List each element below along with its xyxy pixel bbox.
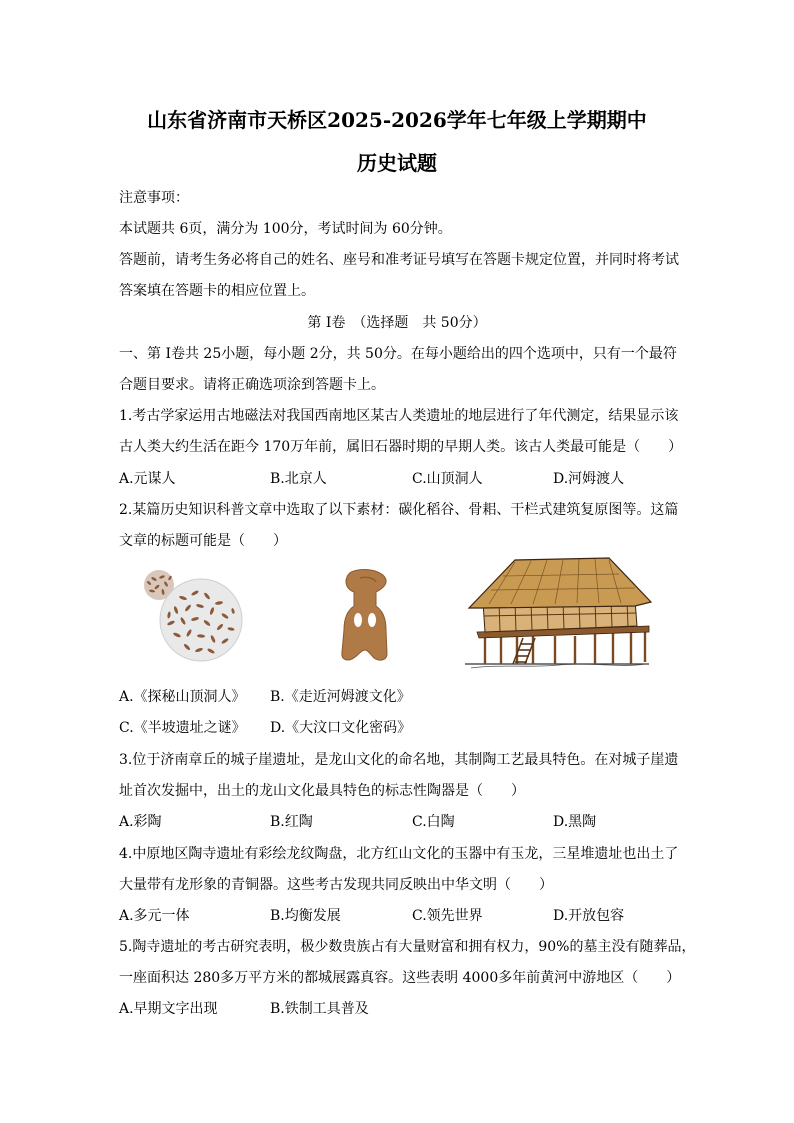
option-c[interactable]: C.《半坡遗址之谜》 xyxy=(119,720,246,736)
section-title: 第 I卷 （选择题 共 50分） xyxy=(307,315,487,331)
option-a[interactable]: A.早期文字出现 xyxy=(119,1001,218,1017)
option-d[interactable]: D.《大汶口文化密码》 xyxy=(270,720,412,736)
option-a[interactable]: A.彩陶 xyxy=(119,814,162,830)
option-c[interactable]: C.领先世界 xyxy=(412,908,483,924)
notes-line: 答题前，请考生务必将自己的姓名、座号和准考证号填写在答题卡规定位置，并同时将考试 xyxy=(119,252,679,268)
exam-subject-title: 历史试题 xyxy=(357,151,437,175)
question-stem: 4.中原地区陶寺遗址有彩绘龙纹陶盘，北方红山文化的玉器中有玉龙，三星堆遗址也出土了 xyxy=(119,846,679,862)
option-c[interactable]: C.白陶 xyxy=(412,814,455,830)
option-b[interactable]: B.铁制工具普及 xyxy=(270,1001,369,1017)
option-b[interactable]: B.《走近河姆渡文化》 xyxy=(270,689,411,705)
option-b[interactable]: B.红陶 xyxy=(270,814,313,830)
question-stem: 2.某篇历史知识科普文章中选取了以下素材：碳化稻谷、骨耜、干栏式建筑复原图等。这篇 xyxy=(119,502,679,518)
question-stem: 1.考古学家运用古地磁法对我国西南地区某古人类遗址的地层进行了年代测定，结果显示该 xyxy=(119,408,679,424)
exam-title: 山东省济南市天桥区2025-2026学年七年级上学期期中 xyxy=(147,108,647,132)
question-stem: 大量带有龙形象的青铜器。这些考古发现共同反映出中华文明（ ） xyxy=(119,877,553,893)
option-d[interactable]: D.黑陶 xyxy=(553,814,597,830)
stilt-house-image xyxy=(459,556,655,672)
option-d[interactable]: D.河姆渡人 xyxy=(553,471,625,487)
option-a[interactable]: A.元谋人 xyxy=(119,471,176,487)
notes-line: 答案填在答题卡的相应位置上。 xyxy=(119,283,315,299)
option-a[interactable]: A.多元一体 xyxy=(119,908,190,924)
question-stem: 5.陶寺遗址的考古研究表明，极少数贵族占有大量财富和拥有权力，90%的墓主没有随葬品， xyxy=(119,939,696,955)
question-stem: 址首次发掘中，出土的龙山文化最具特色的标志性陶器是（ ） xyxy=(119,783,525,799)
section-intro: 合题目要求。请将正确选项涂到答题卡上。 xyxy=(119,377,385,393)
option-a[interactable]: A.《探秘山顶洞人》 xyxy=(119,689,246,705)
question-stem: 古人类大约生活在距今 170万年前，属旧石器时期的早期人类。该古人类最可能是（ ） xyxy=(119,439,683,455)
option-d[interactable]: D.开放包容 xyxy=(553,908,625,924)
question-stem: 3.位于济南章丘的城子崖遗址，是龙山文化的命名地，其制陶工艺最具特色。在对城子崖遗 xyxy=(119,752,679,768)
option-b[interactable]: B.均衡发展 xyxy=(270,908,341,924)
section-intro: 一、第 I卷共 25小题，每小题 2分，共 50分。在每小题给出的四个选项中，只有一个最符 xyxy=(119,346,677,362)
notes-heading: 注意事项： xyxy=(119,190,189,206)
carbonized-rice-image xyxy=(143,563,243,663)
question-stem: 一座面积达 280多万平方米的都城展露真容。这些表明 4000多年前黄河中游地区（ ） xyxy=(119,970,681,986)
option-c[interactable]: C.山顶洞人 xyxy=(412,471,483,487)
notes-line: 本试题共 6页，满分为 100分，考试时间为 60分钟。 xyxy=(119,221,452,237)
bone-spade-image xyxy=(330,566,400,666)
option-b[interactable]: B.北京人 xyxy=(270,471,327,487)
question-stem: 文章的标题可能是（ ） xyxy=(119,533,287,549)
